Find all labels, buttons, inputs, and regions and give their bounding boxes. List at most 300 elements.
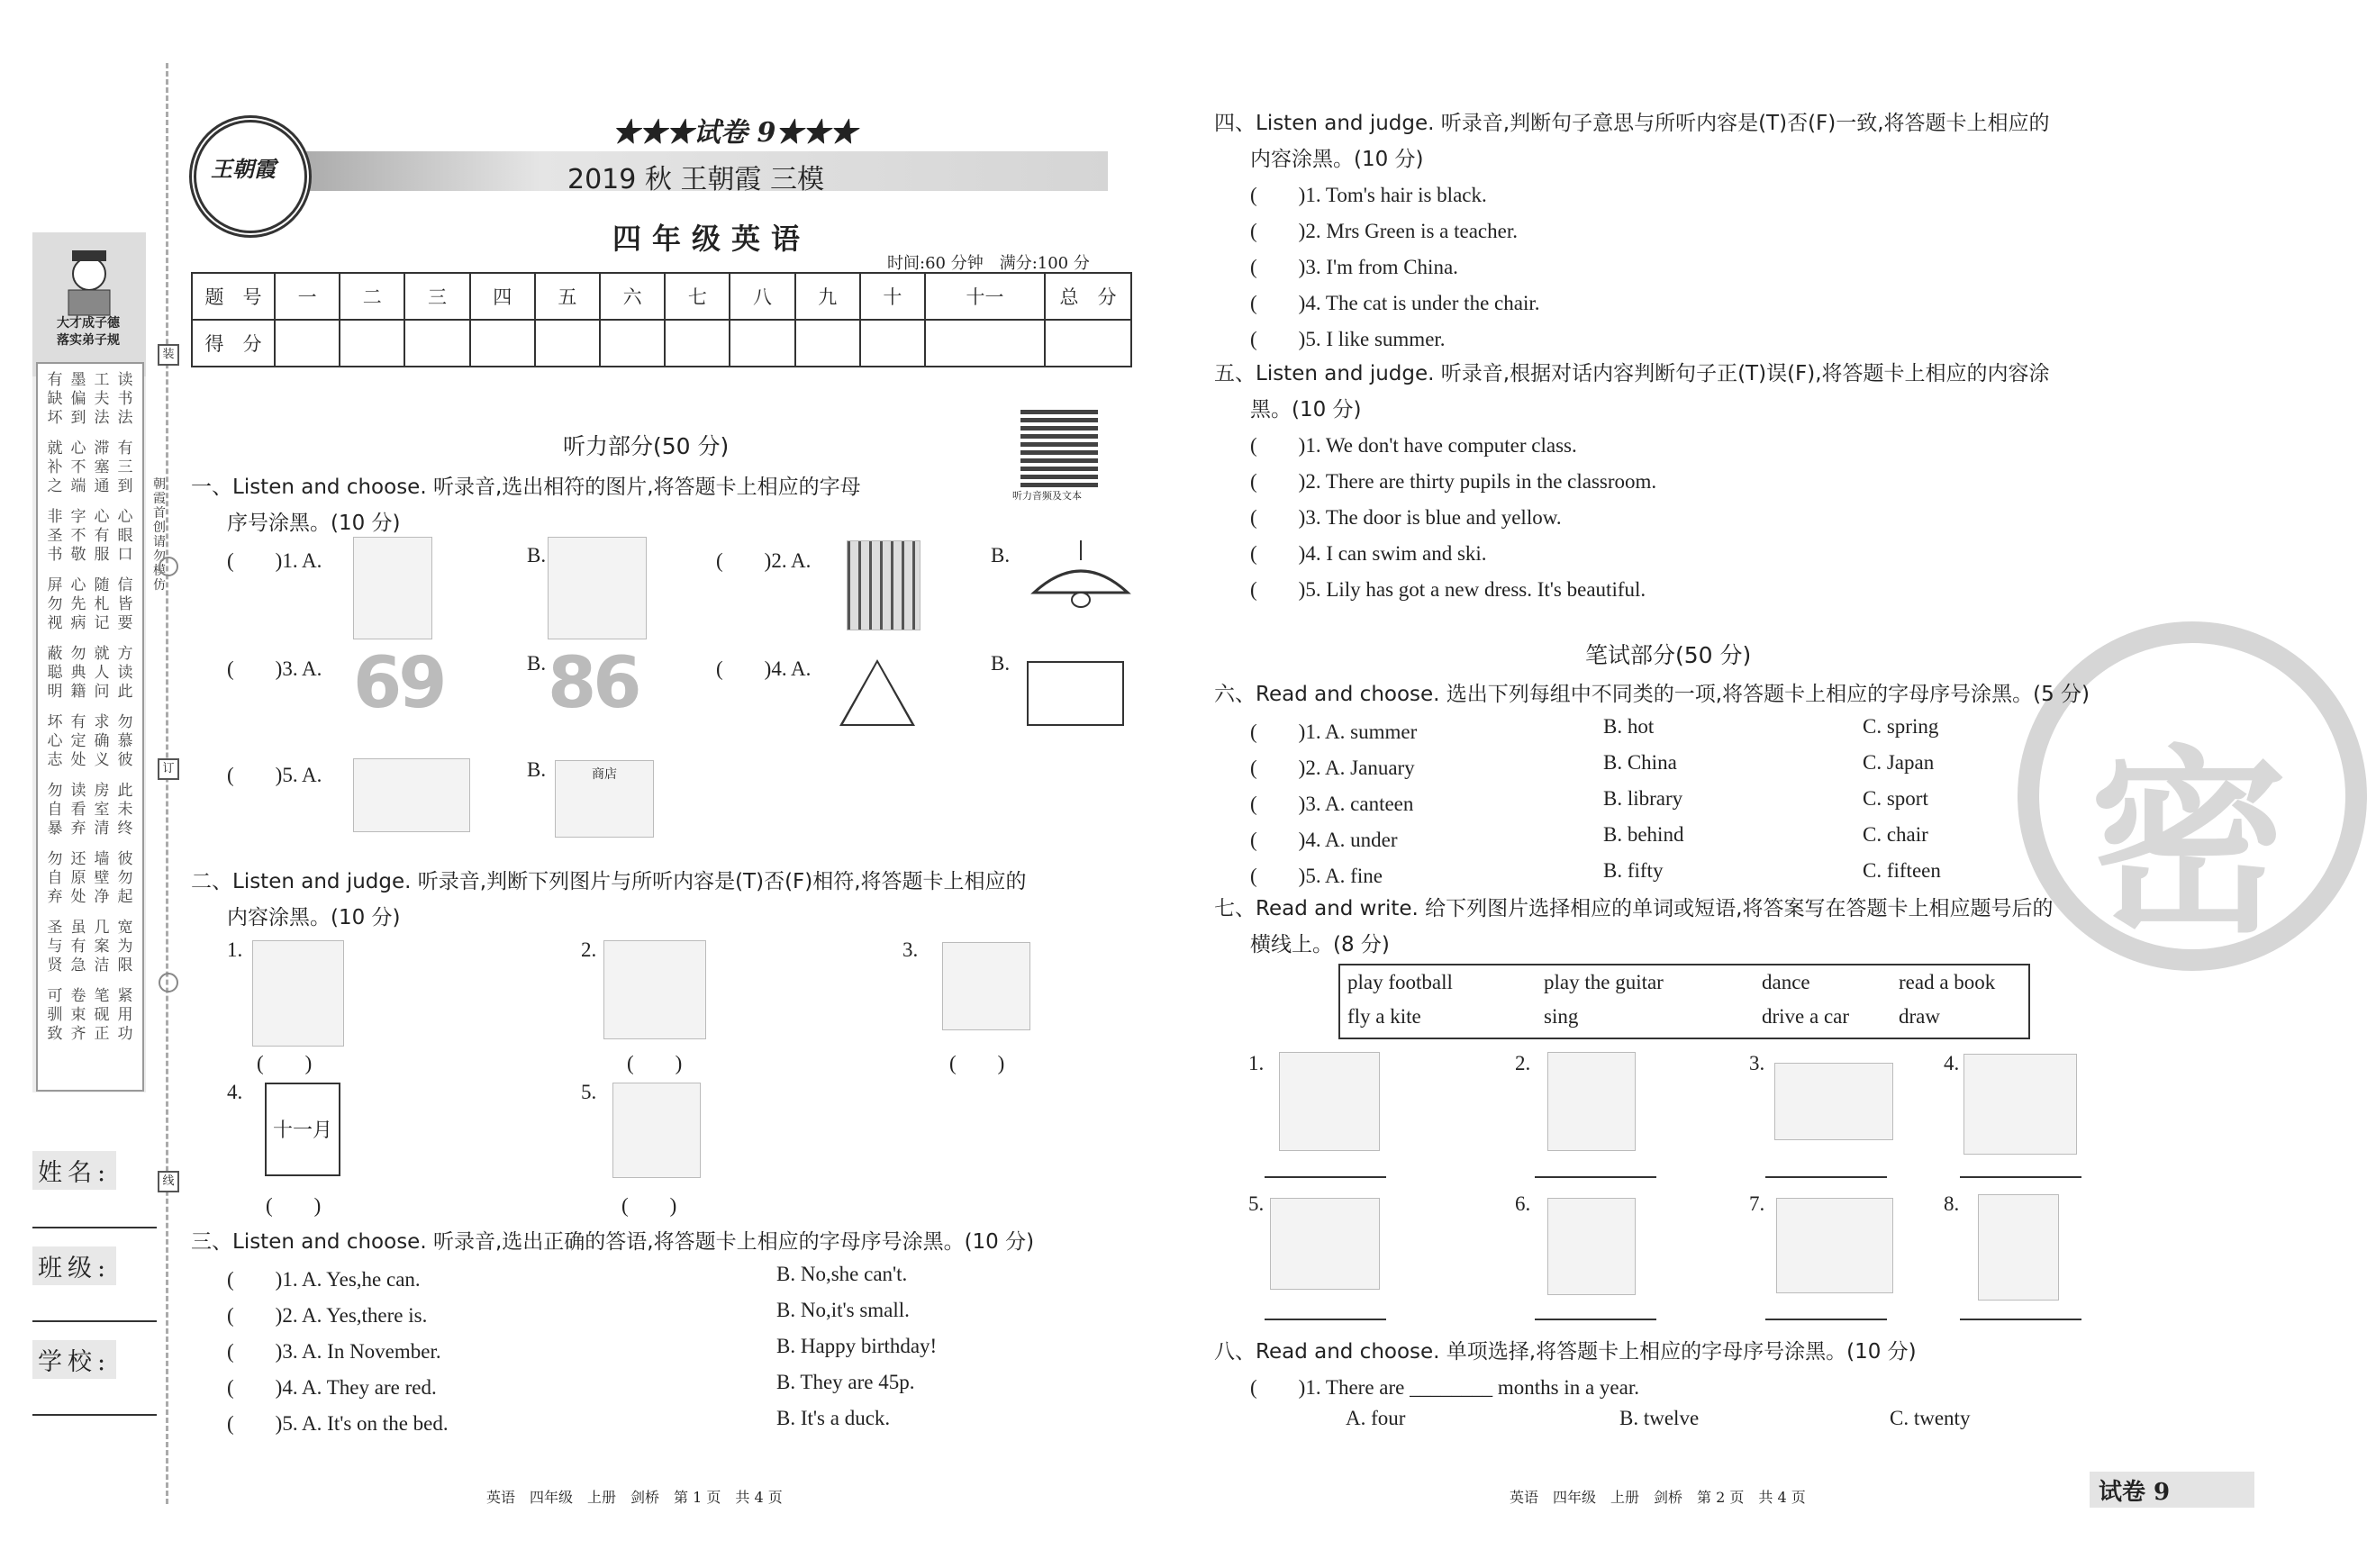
motto-char: 工 <box>94 371 110 389</box>
s7-answer-line[interactable] <box>1535 1319 1656 1320</box>
motto-column <box>115 440 135 496</box>
autumn-tree-picture <box>612 1083 701 1178</box>
motto-char: 明 <box>47 683 63 701</box>
s5-item: ( )5. Lily has got a new dress. It's beautiful. <box>1250 578 1646 601</box>
motto-group <box>38 645 142 702</box>
motto-char: 处 <box>70 888 86 906</box>
section2-instruction-cont: 内容涂黑。(10 分) <box>227 906 401 929</box>
motto-char: 砚 <box>94 1006 110 1024</box>
motto-char: 方 <box>117 645 133 663</box>
s7-answer-line[interactable] <box>1265 1319 1386 1320</box>
watch-box-picture <box>942 942 1030 1030</box>
class-field[interactable] <box>32 1320 157 1322</box>
motto-char: 有 <box>47 371 63 389</box>
motto-char: 圣 <box>47 919 63 937</box>
section4-instruction: 四、Listen and judge. 听录音,判断句子意思与所听内容是(T)否(F)一致,将答题卡上相应的 <box>1214 112 2050 135</box>
motto-char: 眼 <box>117 527 133 545</box>
motto-char: 有 <box>117 440 133 458</box>
score-row-label: 得 分 <box>192 320 275 367</box>
motto-char: 书 <box>117 390 133 408</box>
binding-caption-line: 大才成子德 <box>57 316 120 331</box>
s3-option-a: ( )1. A. Yes,he can. <box>227 1268 421 1291</box>
s7-answer-line[interactable] <box>1960 1319 2081 1320</box>
s2-answer[interactable]: ( ) <box>257 1052 313 1074</box>
qr-code-icon[interactable] <box>1020 410 1098 487</box>
motto-column <box>68 576 88 633</box>
s7-label: 4. <box>1944 1052 1960 1074</box>
motto-char: 此 <box>117 683 133 701</box>
section5-instruction-cont: 黑。(10 分) <box>1250 398 1362 421</box>
motto-char: 典 <box>70 664 86 682</box>
s3-option-a: ( )2. A. Yes,there is. <box>227 1304 428 1327</box>
motto-char: 墙 <box>94 850 110 868</box>
motto-char: 未 <box>117 801 133 819</box>
motto-char: 用 <box>117 1006 133 1024</box>
binding-mark: 订 <box>158 758 179 780</box>
s6-option-a: ( )1. A. summer <box>1250 721 1418 743</box>
motto-char: 夫 <box>94 390 110 408</box>
motto-char: 勿 <box>70 645 86 663</box>
school-building-picture <box>353 758 470 832</box>
footer-right: 英语 四年级 上册 剑桥 第 2 页 共 4 页 <box>1510 1489 1806 1506</box>
exam-title: 2019 秋 王朝霞 三模 <box>567 164 824 195</box>
motto-char: 就 <box>94 645 110 663</box>
s7-label: 2. <box>1515 1052 1531 1074</box>
motto-char: 三 <box>117 458 133 476</box>
score-cell[interactable] <box>860 320 925 367</box>
motto-column <box>68 987 88 1044</box>
calendar-picture <box>265 1083 340 1176</box>
punch-hole <box>159 973 178 992</box>
score-cell[interactable] <box>600 320 665 367</box>
motto-char: 墨 <box>70 371 86 389</box>
animal-dancing-picture <box>1279 1052 1380 1151</box>
score-cell[interactable] <box>1045 320 1131 367</box>
motto-char: 宽 <box>117 919 133 937</box>
name-label: 姓名: <box>32 1151 116 1190</box>
s5-item: ( )2. There are thirty pupils in the classroom. <box>1250 470 1657 493</box>
motto-box <box>36 362 144 1092</box>
motto-char: 洁 <box>94 956 110 974</box>
motto-char: 信 <box>117 576 133 594</box>
qr-caption: 听力音频及文本 <box>1012 490 1082 502</box>
s1-q2-b: B. <box>991 544 1011 566</box>
s2-answer[interactable]: ( ) <box>266 1194 322 1217</box>
driving-car-picture <box>1774 1063 1893 1140</box>
score-cell[interactable] <box>275 320 340 367</box>
motto-char: 滞 <box>94 440 110 458</box>
motto-char: 随 <box>94 576 110 594</box>
motto-char: 心 <box>70 440 86 458</box>
s2-answer[interactable]: ( ) <box>949 1052 1005 1074</box>
s7-answer-line[interactable] <box>1960 1176 2081 1178</box>
section7-instruction: 七、Read and write. 给下列图片选择相应的单词或短语,将答案写在答题卡上相应题号后的 <box>1214 897 2054 920</box>
motto-column <box>115 645 135 702</box>
s4-item: ( )3. I'm from China. <box>1250 256 1458 278</box>
motto-column <box>68 645 88 702</box>
s7-label: 7. <box>1749 1192 1765 1215</box>
s1-q1: ( )1. A. <box>227 549 322 572</box>
side-vertical-text: 朝霞首创 请勿模仿 <box>153 477 166 593</box>
binding-strip-illustration <box>32 232 146 376</box>
motto-char: 处 <box>70 751 86 769</box>
drawing-picture <box>1270 1198 1380 1290</box>
score-cell[interactable] <box>340 320 404 367</box>
s3-option-a: ( )4. A. They are red. <box>227 1376 437 1399</box>
s6-option-a: ( )3. A. canteen <box>1250 793 1414 815</box>
motto-column <box>45 371 65 428</box>
motto-column <box>92 713 112 770</box>
motto-char: 读 <box>70 782 86 800</box>
s6-option-b: B. behind <box>1603 823 1684 846</box>
s2-answer[interactable]: ( ) <box>621 1194 677 1217</box>
section8-instruction: 八、Read and choose. 单项选择,将答题卡上相应的字母序号涂黑。(10 分) <box>1214 1340 1917 1364</box>
motto-char: 札 <box>94 595 110 613</box>
section7-instruction-cont: 横线上。(8 分) <box>1250 933 1390 956</box>
s2-label: 4. <box>227 1081 243 1103</box>
motto-char: 卷 <box>70 987 86 1005</box>
s3-option-b: B. No,it's small. <box>776 1299 910 1321</box>
motto-char: 定 <box>70 732 86 750</box>
motto-char: 有 <box>70 938 86 956</box>
motto-column <box>92 987 112 1044</box>
score-cell[interactable] <box>730 320 794 367</box>
motto-char: 净 <box>94 888 110 906</box>
binding-caption <box>36 315 141 349</box>
s6-option-b: B. fifty <box>1603 859 1664 882</box>
motto-column <box>68 713 88 770</box>
motto-char: 室 <box>94 801 110 819</box>
motto-column <box>68 919 88 975</box>
section6-instruction: 六、Read and choose. 选出下列每组中不同类的一项,将答题卡上相应的字母序号涂黑。(5 分) <box>1214 683 2090 706</box>
motto-group <box>38 782 142 838</box>
motto-char: 法 <box>94 409 110 427</box>
confidential-seal-char: 密 <box>2090 729 2289 959</box>
s6-option-c: C. fifteen <box>1863 859 1941 882</box>
score-header-cell: 四 <box>470 273 535 320</box>
motto-char: 书 <box>47 546 63 564</box>
motto-char: 正 <box>94 1025 110 1043</box>
motto-char: 先 <box>70 595 86 613</box>
cold-person-picture <box>353 537 432 639</box>
s7-label: 3. <box>1749 1052 1765 1074</box>
motto-column <box>115 850 135 907</box>
score-header-cell: 总 分 <box>1045 273 1131 320</box>
motto-column <box>92 576 112 633</box>
motto-char: 到 <box>117 477 133 495</box>
motto-column <box>92 782 112 838</box>
motto-char: 清 <box>94 820 110 838</box>
motto-column <box>115 713 135 770</box>
motto-column <box>45 782 65 838</box>
motto-char: 塞 <box>94 458 110 476</box>
kite-flying-picture <box>1776 1198 1893 1293</box>
s1-q3-b: B. <box>527 652 547 675</box>
s1-q4: ( )4. A. <box>716 657 812 680</box>
time-info: 时间:60 分钟 满分:100 分 <box>887 254 1090 273</box>
s5-item: ( )1. We don't have computer class. <box>1250 434 1577 457</box>
boy-reading-picture <box>603 940 706 1039</box>
s4-item: ( )1. Tom's hair is black. <box>1250 184 1487 206</box>
motto-char: 心 <box>94 508 110 526</box>
score-cell[interactable] <box>404 320 469 367</box>
s8-question: ( )1. There are ________ months in a year. <box>1250 1376 1639 1399</box>
shop-sign: 商店 <box>592 767 617 782</box>
motto-column <box>45 919 65 975</box>
motto-char: 之 <box>47 477 63 495</box>
motto-char: 可 <box>47 987 63 1005</box>
score-cell[interactable] <box>535 320 600 367</box>
motto-char: 读 <box>117 664 133 682</box>
motto-char: 籍 <box>70 683 86 701</box>
motto-group <box>38 919 142 975</box>
section1-instruction-cont: 序号涂黑。(10 分) <box>227 512 401 535</box>
motto-column <box>92 645 112 702</box>
motto-char: 与 <box>47 938 63 956</box>
motto-char: 贤 <box>47 956 63 974</box>
motto-char: 记 <box>94 614 110 632</box>
girl-at-desk-picture <box>252 940 344 1047</box>
binding-dashed-line <box>166 63 168 1504</box>
motto-column <box>45 713 65 770</box>
s4-item: ( )5. I like summer. <box>1250 328 1446 350</box>
score-header-cell: 一 <box>275 273 340 320</box>
word-bank-item: play football <box>1347 971 1453 993</box>
s1-q5-b: B. <box>527 758 547 781</box>
motto-char: 心 <box>70 576 86 594</box>
shop-picture <box>555 760 654 838</box>
motto-char: 案 <box>94 938 110 956</box>
motto-char: 就 <box>47 440 63 458</box>
motto-char: 房 <box>94 782 110 800</box>
motto-char: 口 <box>117 546 133 564</box>
hot-person-picture <box>548 537 647 639</box>
ballet-dancer-picture <box>1978 1194 2059 1301</box>
s6-option-c: C. Japan <box>1863 751 1935 774</box>
motto-char: 服 <box>94 546 110 564</box>
paper-number: ★★★试卷 9★★★ <box>612 117 857 149</box>
guitar-player-picture <box>1963 1054 2077 1155</box>
score-header-cell: 二 <box>340 273 404 320</box>
class-label: 班级: <box>32 1246 116 1285</box>
score-cell[interactable] <box>470 320 535 367</box>
score-header-cell: 八 <box>730 273 794 320</box>
score-table <box>191 272 1132 367</box>
s2-label: 3. <box>902 938 919 961</box>
triangle-shape-inner <box>843 663 911 724</box>
s7-answer-line[interactable] <box>1535 1176 1656 1178</box>
motto-char: 弃 <box>47 888 63 906</box>
score-header-cell: 十一 <box>925 273 1045 320</box>
motto-column <box>92 371 112 428</box>
s1-q3: ( )3. A. <box>227 657 322 680</box>
s7-answer-line[interactable] <box>1765 1176 1887 1178</box>
written-title: 笔试部分(50 分) <box>1585 642 1752 668</box>
motto-char: 为 <box>117 938 133 956</box>
s3-option-b: B. They are 45p. <box>776 1371 915 1393</box>
motto-char: 问 <box>94 683 110 701</box>
motto-char: 勿 <box>47 782 63 800</box>
name-field[interactable] <box>32 1227 157 1228</box>
number-86: 86 <box>548 643 639 724</box>
motto-char: 勿 <box>47 595 63 613</box>
motto-char: 自 <box>47 801 63 819</box>
motto-group <box>38 850 142 907</box>
score-row <box>192 320 1131 367</box>
s2-answer[interactable]: ( ) <box>627 1052 683 1074</box>
motto-char: 皆 <box>117 595 133 613</box>
s7-label: 8. <box>1944 1192 1960 1215</box>
binding-mark: 线 <box>158 1171 179 1192</box>
s3-option-b: B. Happy birthday! <box>776 1335 938 1357</box>
curtain-picture <box>847 540 920 630</box>
motto-column <box>115 371 135 428</box>
motto-char: 致 <box>47 1025 63 1043</box>
s6-option-b: B. library <box>1603 787 1683 810</box>
motto-column <box>115 782 135 838</box>
section2-instruction: 二、Listen and judge. 听录音,判断下列图片与所听内容是(T)否(F)相符,将答题卡上相应的 <box>191 870 1027 893</box>
word-bank-item: drive a car <box>1762 1005 1850 1028</box>
motto-char: 坏 <box>47 409 63 427</box>
score-header-row <box>192 273 1131 320</box>
s7-answer-line[interactable] <box>1765 1319 1887 1320</box>
s6-option-c: C. sport <box>1863 787 1928 810</box>
s7-label: 1. <box>1248 1052 1265 1074</box>
motto-char: 原 <box>70 869 86 887</box>
motto-column <box>92 440 112 496</box>
motto-char: 看 <box>70 801 86 819</box>
motto-char: 屏 <box>47 576 63 594</box>
motto-column <box>45 645 65 702</box>
motto-column <box>45 440 65 496</box>
tiger-reading-picture <box>1547 1052 1636 1151</box>
motto-char: 虽 <box>70 919 86 937</box>
motto-char: 勿 <box>47 850 63 868</box>
motto-char: 求 <box>94 713 110 731</box>
s6-option-a: ( )4. A. under <box>1250 829 1398 851</box>
school-field[interactable] <box>32 1414 157 1416</box>
s2-label: 2. <box>581 938 597 961</box>
football-picture <box>1547 1198 1636 1295</box>
school-label: 学校: <box>32 1340 116 1379</box>
motto-char: 非 <box>47 508 63 526</box>
motto-char: 终 <box>117 820 133 838</box>
number-69: 69 <box>353 643 444 724</box>
motto-char: 笔 <box>94 987 110 1005</box>
score-cell[interactable] <box>925 320 1045 367</box>
score-cell[interactable] <box>665 320 730 367</box>
motto-char: 补 <box>47 458 63 476</box>
word-bank-item: play the guitar <box>1544 971 1664 993</box>
binding-mark: 装 <box>158 344 179 366</box>
s3-option-b: B. It's a duck. <box>776 1407 891 1429</box>
motto-char: 偏 <box>70 390 86 408</box>
rectangle-shape <box>1027 661 1124 726</box>
motto-char: 坏 <box>47 713 63 731</box>
motto-char: 圣 <box>47 527 63 545</box>
punch-hole <box>159 557 178 576</box>
footer-left: 英语 四年级 上册 剑桥 第 1 页 共 4 页 <box>486 1489 783 1506</box>
motto-char: 到 <box>70 409 86 427</box>
motto-char: 有 <box>94 527 110 545</box>
motto-char: 缺 <box>47 390 63 408</box>
motto-char: 端 <box>70 477 86 495</box>
motto-column <box>115 919 135 975</box>
motto-group <box>38 440 142 496</box>
score-header-cell: 七 <box>665 273 730 320</box>
s7-label: 6. <box>1515 1192 1531 1215</box>
s2-label: 5. <box>581 1081 597 1103</box>
motto-char: 义 <box>94 751 110 769</box>
logo-text: 王朝霞 <box>211 156 276 182</box>
s6-option-a: ( )2. A. January <box>1250 757 1415 779</box>
motto-char: 还 <box>70 850 86 868</box>
motto-char: 几 <box>94 919 110 937</box>
motto-column <box>45 508 65 565</box>
score-header-cell: 题 号 <box>192 273 275 320</box>
motto-char: 紧 <box>117 987 133 1005</box>
listening-title: 听力部分(50 分) <box>563 433 730 459</box>
motto-column <box>45 987 65 1044</box>
s6-option-a: ( )5. A. fine <box>1250 865 1383 887</box>
s3-option-a: ( )3. A. In November. <box>227 1340 441 1363</box>
section5-instruction: 五、Listen and judge. 听录音,根据对话内容判断句子正(T)误(F),将答题卡上相应的内容涂 <box>1214 362 2050 385</box>
motto-char: 驯 <box>47 1006 63 1024</box>
word-bank-item: sing <box>1544 1005 1579 1028</box>
score-header-cell: 九 <box>795 273 860 320</box>
word-bank-item: draw <box>1899 1005 1940 1028</box>
motto-column <box>68 508 88 565</box>
motto-char: 蔽 <box>47 645 63 663</box>
motto-char: 视 <box>47 614 63 632</box>
s6-option-c: C. spring <box>1863 715 1939 738</box>
corner-label: 试卷 9 <box>2099 1479 2171 1506</box>
motto-char: 束 <box>70 1006 86 1024</box>
s1-q5: ( )5. A. <box>227 764 322 786</box>
motto-char: 此 <box>117 782 133 800</box>
motto-char: 齐 <box>70 1025 86 1043</box>
motto-column <box>45 576 65 633</box>
score-cell[interactable] <box>795 320 860 367</box>
motto-group <box>38 371 142 428</box>
s6-option-c: C. chair <box>1863 823 1928 846</box>
motto-char: 不 <box>70 527 86 545</box>
word-bank-item: fly a kite <box>1347 1005 1421 1028</box>
motto-char: 字 <box>70 508 86 526</box>
motto-char: 志 <box>47 751 63 769</box>
s7-answer-line[interactable] <box>1265 1176 1386 1178</box>
motto-group <box>38 987 142 1044</box>
score-header-cell: 三 <box>404 273 469 320</box>
motto-char: 法 <box>117 409 133 427</box>
motto-column <box>68 440 88 496</box>
motto-char: 确 <box>94 732 110 750</box>
score-header-cell: 十 <box>860 273 925 320</box>
motto-char: 弃 <box>70 820 86 838</box>
motto-column <box>92 850 112 907</box>
motto-char: 通 <box>94 477 110 495</box>
motto-column <box>68 371 88 428</box>
s4-item: ( )2. Mrs Green is a teacher. <box>1250 220 1518 242</box>
motto-char: 心 <box>47 732 63 750</box>
motto-char: 自 <box>47 869 63 887</box>
motto-char: 病 <box>70 614 86 632</box>
motto-column <box>115 987 135 1044</box>
s1-q4-b: B. <box>991 652 1011 675</box>
s8-option-b: B. twelve <box>1619 1407 1700 1429</box>
s8-option-a: A. four <box>1346 1407 1406 1429</box>
motto-char: 勿 <box>117 869 133 887</box>
